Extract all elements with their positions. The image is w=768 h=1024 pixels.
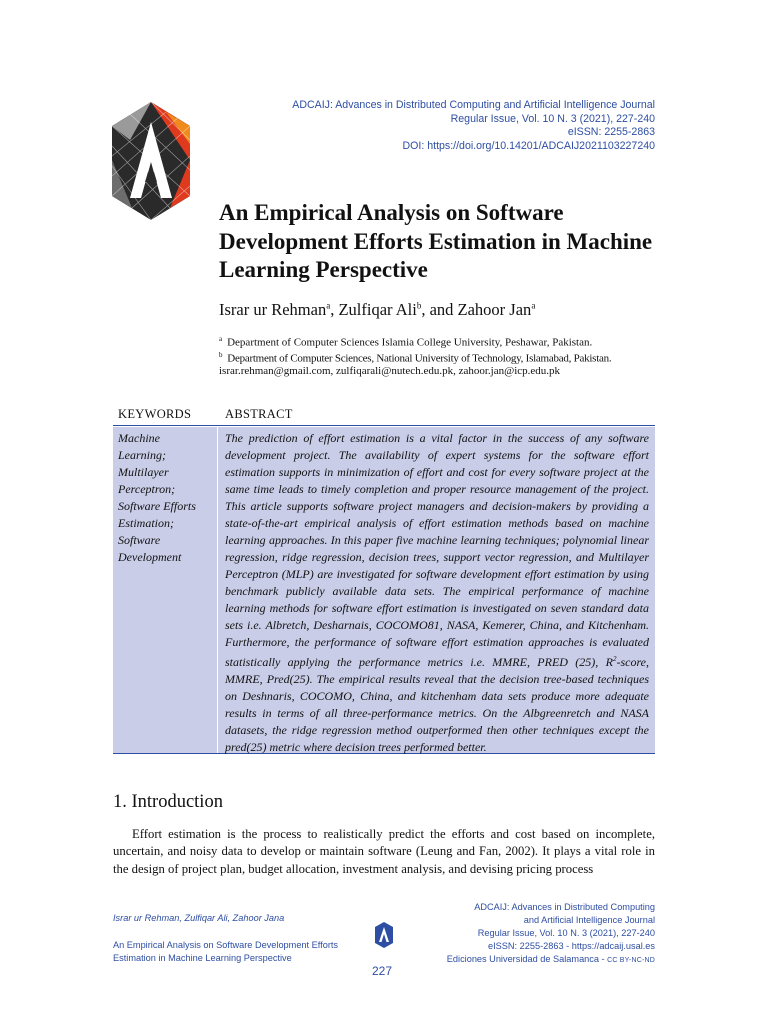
author-name: Zulfiqar Ali bbox=[338, 300, 417, 319]
author-affiliation-mark: a bbox=[531, 300, 536, 311]
keyword-line: Software bbox=[118, 533, 161, 547]
author-emails[interactable]: israr.rehman@gmail.com, zulfiqarali@nutech.edu.pk, zahoor.jan@icp.edu.pk bbox=[219, 365, 561, 377]
affiliation-text: Department of Computer Sciences, National University of Technology, Islamabad, Pakistan. bbox=[227, 352, 612, 365]
journal-logo-icon bbox=[110, 100, 192, 222]
footer-title-line: An Empirical Analysis on Software Development Efforts bbox=[113, 940, 339, 950]
affiliation-text: Department of Computer Sciences Islamia College University, Peshawar, Pakistan. bbox=[227, 336, 593, 349]
author-name: Zahoor Jan bbox=[457, 300, 532, 319]
keyword-line: Machine bbox=[118, 431, 160, 445]
paper-title: An Empirical Analysis on Software Development Efforts Estimation in Machine Learning Perspective bbox=[219, 200, 653, 282]
footer-journal-line: ADCAIJ: Advances in Distributed Computing bbox=[474, 902, 655, 912]
footer-authors: Israr ur Rehman, Zulfiqar Ali, Zahoor Jana bbox=[113, 913, 285, 923]
footer-journal-line: and Artificial Intelligence Journal bbox=[523, 915, 655, 926]
superscript: 2 bbox=[612, 655, 617, 663]
journal-header bbox=[292, 99, 655, 153]
abstract-heading: ABSTRACT bbox=[225, 407, 293, 421]
author-separator: , bbox=[330, 300, 339, 319]
keyword-line: Estimation; bbox=[118, 516, 174, 530]
author-affiliation-mark: b bbox=[416, 300, 422, 311]
author-affiliation-mark: a bbox=[326, 300, 331, 311]
footer-paper-title bbox=[113, 939, 338, 965]
license-badge[interactable]: CC BY-NC-ND bbox=[607, 957, 655, 965]
journal-issue: Regular Issue, Vol. 10 N. 3 (2021), 227-240 bbox=[450, 112, 655, 125]
keyword-line: Learning; bbox=[118, 448, 166, 462]
keywords-heading: KEYWORDS bbox=[118, 407, 192, 421]
keyword-list bbox=[118, 430, 216, 566]
author-name: Israr ur Rehman bbox=[219, 300, 327, 319]
footer-title-line: Estimation in Machine Learning Perspective bbox=[113, 953, 292, 963]
journal-name: ADCAIJ: Advances in Distributed Computing and Artificial Intelligence Journal bbox=[292, 99, 655, 111]
footer-issue: Regular Issue, Vol. 10 N. 3 (2021), 227-240 bbox=[477, 928, 655, 939]
footer-logo-icon bbox=[374, 921, 394, 949]
panel-divider bbox=[217, 427, 218, 753]
abstract-text bbox=[225, 430, 649, 756]
section-heading-introduction: 1. Introduction bbox=[113, 792, 223, 812]
keyword-line: Development bbox=[118, 550, 182, 564]
introduction-paragraph: Effort estimation is the process to realistically predict the efforts and cost based on incomplete, uncertain, and noisy data to develop or maintain software (Leung and Fan, 2002). It plays a vital role in the design of project plan, budget allocation, investment analysis, and devising pricing process bbox=[113, 827, 655, 876]
page-number: 227 bbox=[372, 964, 393, 978]
author-separator: , and bbox=[421, 300, 458, 319]
journal-eissn: eISSN: 2255-2863 bbox=[567, 126, 655, 139]
keyword-line: Software Efforts bbox=[118, 499, 196, 513]
abstract-part: -score, MMRE, Pred(25). The empirical results reveal that the decision tree-based techniques on Deshnaris, COCOMO, China, and kitchenham data sets produce more adequate results in terms of all three-performance metrics. On the Albgreenretch and NASA datasets, the ridge regression method outperformed then other techniques except the pred(25) metric where decision trees performed better. bbox=[225, 655, 649, 754]
abstract-part: The prediction of effort estimation is a vital factor in the success of any software development project. The availability of expert systems for the software effort estimation supports in minimization of effort and cost for every software project at the same time leads to timely completion and proper resource management of the project. This article supports software project managers and decision-makers by providing a state-of-the-art empirical analysis of effort estimation methods based on machine learning approaches. In this paper five machine learning techniques; polynomial linear regression, ridge regression, decision trees, support vector regression, and Multilayer Perceptron (MLP) are investigated for software development effort estimation by using benchmark publicly available data sets. The empirical performance of machine learning methods for software effort estimation is investigated on seven standard data sets i.e. Albretch, Desharnais, COCOMO81, NASA, Kemerer, China, and Kitchenham. Furthermore, the performance of software effort estimation approaches is evaluated statistically applying the performance metrics i.e. MMRE, PRED (25), R bbox=[225, 431, 649, 669]
publisher-text: Ediciones Universidad de Salamanca - bbox=[446, 954, 608, 965]
affiliation-mark: b bbox=[219, 351, 223, 359]
footer-journal-info bbox=[447, 901, 655, 967]
footer-eissn[interactable]: eISSN: 2255-2863 - https://adcaij.usal.es bbox=[487, 941, 655, 952]
author-list bbox=[219, 300, 535, 320]
keyword-line: Perceptron; bbox=[118, 482, 176, 496]
keyword-line: Multilayer bbox=[118, 465, 169, 479]
affiliation-mark: a bbox=[219, 335, 223, 343]
journal-doi[interactable]: DOI: https://doi.org/10.14201/ADCAIJ2021103227240 bbox=[402, 139, 655, 152]
footer-publisher bbox=[447, 953, 655, 967]
affiliation-b bbox=[219, 348, 611, 367]
svg-text:A: A bbox=[150, 214, 152, 215]
